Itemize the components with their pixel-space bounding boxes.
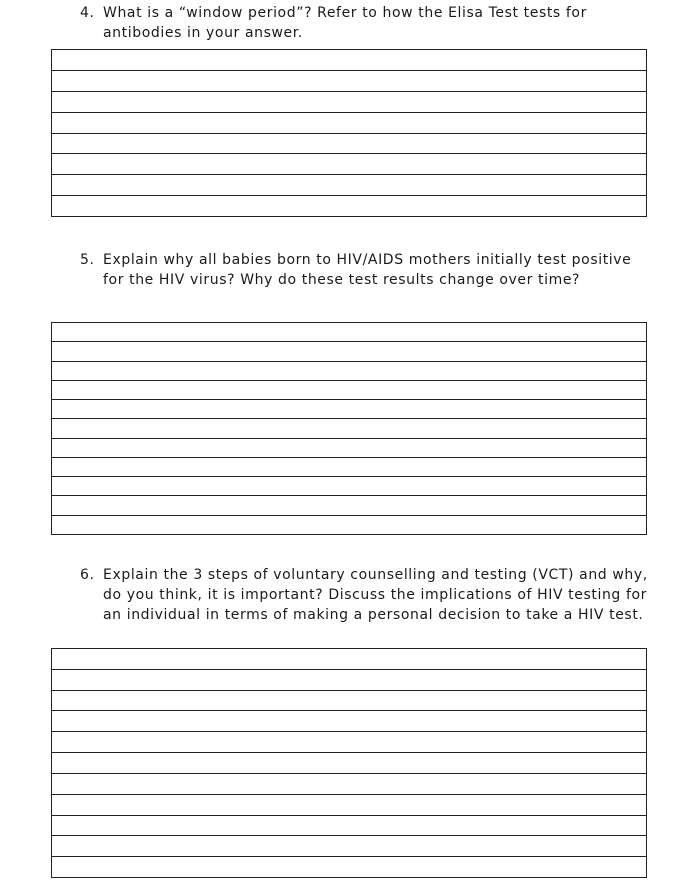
question-6-number: 6. xyxy=(80,567,95,583)
answer-line[interactable] xyxy=(52,795,646,816)
answer-line[interactable] xyxy=(52,816,646,837)
question-5-number: 5. xyxy=(80,252,95,268)
answer-line[interactable] xyxy=(52,381,646,400)
question-4-prompt xyxy=(80,3,650,43)
answer-line[interactable] xyxy=(52,362,646,381)
answer-line[interactable] xyxy=(52,439,646,458)
question-6-text: Explain the 3 steps of voluntary counselling and testing (VCT) and why, do you think, it is important? Discuss the implications of HIV testing for an individual in terms of making a personal decision to take a HIV test. xyxy=(103,567,648,623)
answer-line[interactable] xyxy=(52,774,646,795)
answer-line[interactable] xyxy=(52,477,646,496)
answer-line[interactable] xyxy=(52,196,646,216)
question-4-text: What is a “window period”? Refer to how the Elisa Test tests for antibodies in your answer. xyxy=(103,5,587,41)
answer-line[interactable] xyxy=(52,516,646,534)
answer-line[interactable] xyxy=(52,711,646,732)
answer-line[interactable] xyxy=(52,857,646,877)
question-5-prompt xyxy=(80,250,650,290)
answer-line[interactable] xyxy=(52,753,646,774)
answer-line[interactable] xyxy=(52,732,646,753)
answer-line[interactable] xyxy=(52,134,646,155)
answer-line[interactable] xyxy=(52,670,646,691)
question-4-answer-box[interactable] xyxy=(51,49,647,217)
answer-line[interactable] xyxy=(52,400,646,419)
answer-line[interactable] xyxy=(52,836,646,857)
question-4-number: 4. xyxy=(80,5,95,21)
answer-line[interactable] xyxy=(52,92,646,113)
answer-line[interactable] xyxy=(52,50,646,71)
question-6-prompt xyxy=(80,565,650,625)
answer-line[interactable] xyxy=(52,323,646,342)
answer-line[interactable] xyxy=(52,649,646,670)
question-6-answer-box[interactable] xyxy=(51,648,647,878)
answer-line[interactable] xyxy=(52,71,646,92)
answer-line[interactable] xyxy=(52,458,646,477)
answer-line[interactable] xyxy=(52,342,646,361)
answer-line[interactable] xyxy=(52,154,646,175)
answer-line[interactable] xyxy=(52,691,646,712)
question-5-text: Explain why all babies born to HIV/AIDS mothers initially test positive for the HIV virus? Why do these test results change over time? xyxy=(103,252,632,288)
answer-line[interactable] xyxy=(52,419,646,438)
answer-line[interactable] xyxy=(52,113,646,134)
question-5-answer-box[interactable] xyxy=(51,322,647,535)
answer-line[interactable] xyxy=(52,496,646,515)
answer-line[interactable] xyxy=(52,175,646,196)
